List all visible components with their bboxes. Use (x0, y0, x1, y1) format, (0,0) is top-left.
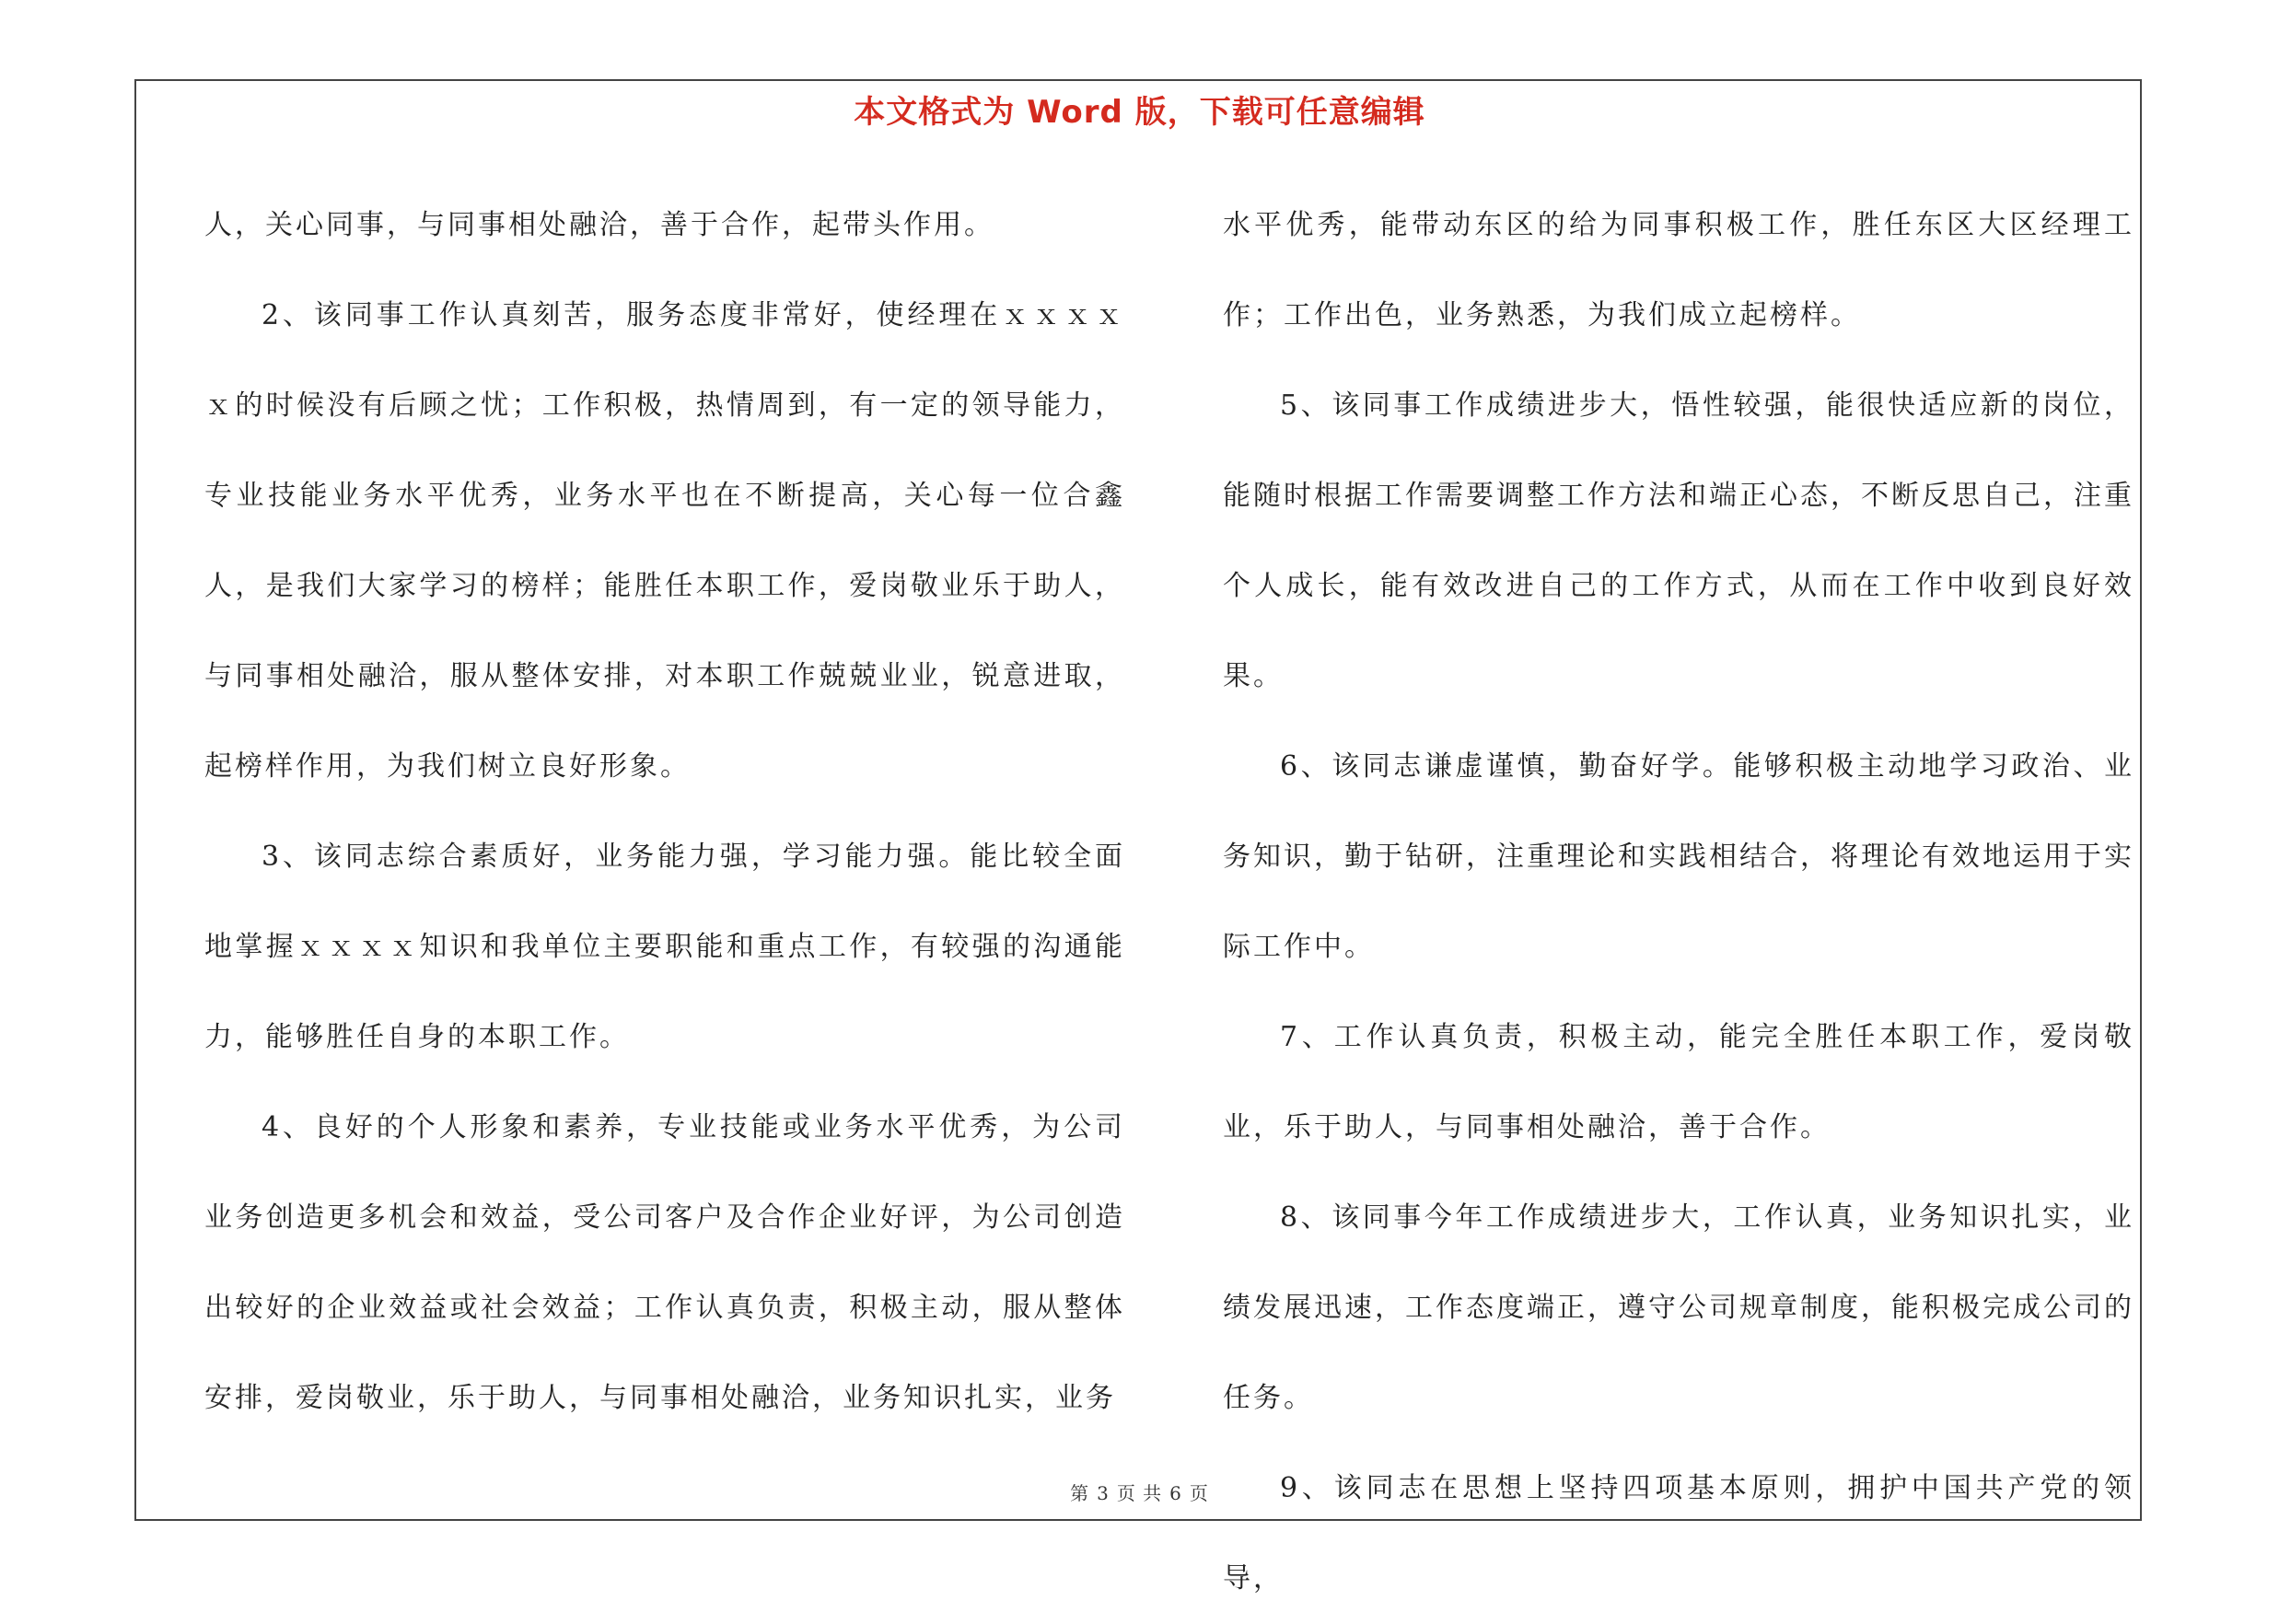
paragraph: 5、该同事工作成绩进步大，悟性较强，能很快适应新的岗位，能随时根据工作需要调整工作方法和端正心态，不断反思自己，注重个人成长，能有效改进自己的工作方式，从而在工作中收到良好效果。 (1223, 389, 2134, 692)
paragraph: 3、该同志综合素质好，业务能力强，学习能力强。能比较全面地掌握ｘｘｘｘ知识和我单位主要职能和重点工作，有较强的沟通能力，能够胜任自身的本职工作。 (204, 841, 1125, 1053)
paragraph: 7、工作认真负责，积极主动，能完全胜任本职工作，爱岗敬业，乐于助人，与同事相处融洽，善于合作。 (1223, 1021, 2134, 1143)
footer-prefix: 第 (1070, 1482, 1090, 1504)
format-banner: 本文格式为 Word 版，下载可任意编辑 (854, 94, 1425, 131)
paragraph: 8、该同事今年工作成绩进步大，工作认真，业务知识扎实，业绩发展迅速，工作态度端正，遵守公司规章制度，能积极完成公司的任务。 (1223, 1201, 2134, 1414)
footer-middle: 页 共 (1116, 1482, 1163, 1504)
paragraph: 2、该同事工作认真刻苦，服务态度非常好，使经理在ｘｘｘｘｘ的时候没有后顾之忧；工作积极，热情周到，有一定的领导能力，专业技能业务水平优秀，业务水平也在不断提高，关心每一位合鑫人，是我们大家学习的榜样；能胜任本职工作，爱岗敬业乐于助人，与同事相处融洽，服从整体安排，对本职工作兢兢业业，锐意进取，起榜样作用，为我们树立良好形象。 (204, 299, 1125, 783)
paragraph: 4、良好的个人形象和素养，专业技能或业务水平优秀，为公司业务创造更多机会和效益，受公司客户及合作企业好评，为公司创造出较好的企业效益或社会效益；工作认真负责，积极主动，服从整体安排，爱岗敬业，乐于助人，与同事相处融洽，业务知识扎实，业务 (204, 1111, 1125, 1414)
current-page-number: 3 (1097, 1482, 1110, 1504)
paragraph: 人，关心同事，与同事相处融洽，善于合作，起带头作用。 (204, 209, 994, 241)
paragraph: 水平优秀，能带动东区的给为同事积极工作，胜任东区大区经理工作；工作出色，业务熟悉，为我们成立起榜样。 (1223, 209, 2134, 331)
right-column (1223, 180, 2134, 1624)
footer-suffix: 页 (1189, 1482, 1209, 1504)
total-pages-number: 6 (1169, 1482, 1182, 1504)
paragraph: 9、该同志在思想上坚持四项基本原则，拥护中国共产党的领导， (1223, 1472, 2134, 1595)
left-column (204, 180, 1125, 1444)
paragraph: 6、该同志谦虚谨慎，勤奋好学。能够积极主动地学习政治、业务知识，勤于钻研，注重理论和实践相结合，将理论有效地运用于实际工作中。 (1223, 750, 2134, 963)
page-footer (0, 1479, 2279, 1505)
